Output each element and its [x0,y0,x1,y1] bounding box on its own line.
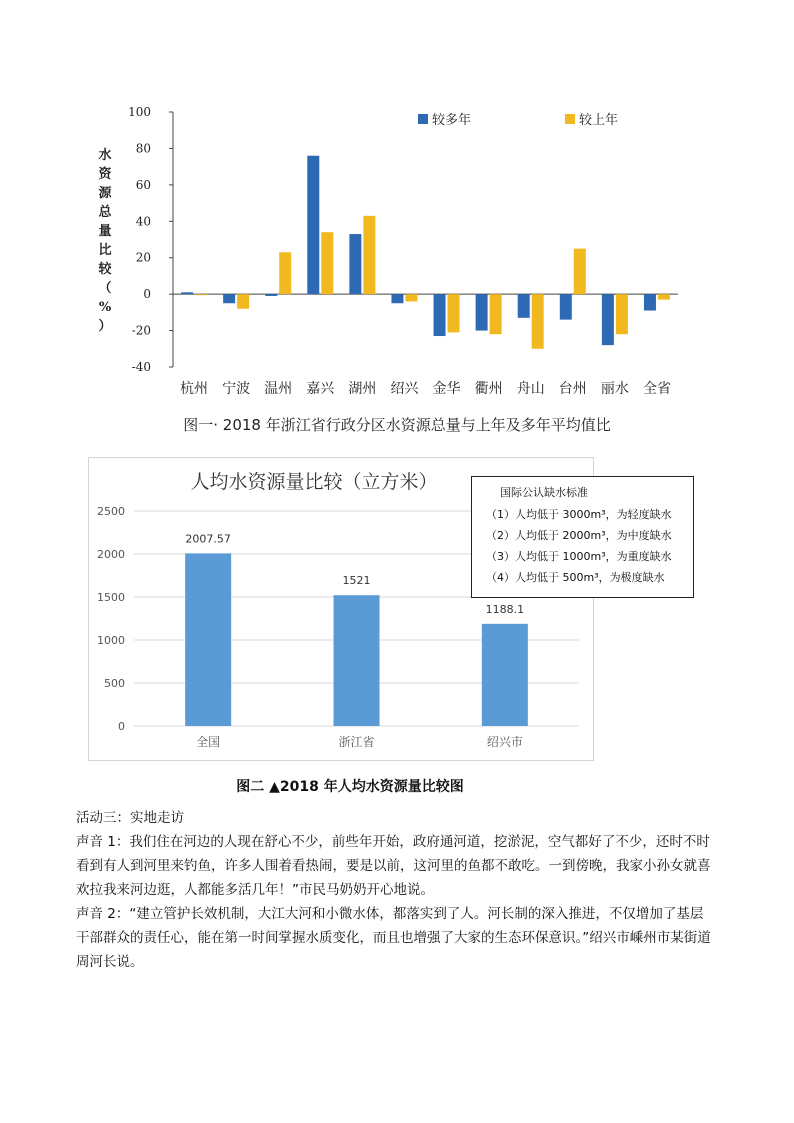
y-tick-label: 0 [118,720,125,733]
water-shortage-standard-box [471,476,694,598]
activity-heading: 活动三：实地走访 [76,810,184,826]
bar [334,595,380,726]
y-tick-label: 20 [135,250,151,265]
bar [574,249,586,295]
bar [560,294,572,320]
y-tick-label: -20 [131,323,151,338]
x-tick-label: 舟山 [516,381,545,397]
bar [644,294,656,310]
bar [391,294,403,303]
standard-line: （1）人均低于 3000m³，为轻度缺水 [486,508,672,521]
x-tick-label: 宁波 [222,381,251,397]
legend-swatch [418,114,428,124]
bar [223,294,235,303]
interview-text [76,806,716,974]
x-tick-label: 台州 [558,381,587,397]
bar [185,553,231,726]
y-tick-label: 80 [135,141,151,156]
y-tick-label: 2500 [97,505,125,518]
voice2-paragraph: 声音 2：“建立管护长效机制，大江大河和小微水体，都落实到了人。河长制的深入推进，不仅增加了基层干部群众的责任心，能在第一时间掌握水质变化，而且也增强了大家的生态环保意识。”绍兴市嵊州市某街道周河长说。 [76,906,711,970]
bar [448,294,460,332]
y-tick-label: 40 [135,214,151,229]
data-label: 1521 [342,574,371,588]
x-tick-label: 温州 [264,381,293,397]
bar [616,294,628,334]
y-tick-label: 60 [135,177,151,192]
x-tick-label: 衢州 [474,381,503,397]
y-tick-label: 1000 [97,634,125,647]
bar [279,252,291,294]
bar [405,294,417,301]
y-tick-label: 2000 [97,548,125,561]
x-tick-label: 绍兴 [390,381,419,397]
bar [363,216,375,294]
voice1-paragraph: 声音 1：我们住在河边的人现在舒心不少，前些年开始，政府通河道，挖淤泥，空气都好了不少，还时不时看到有人到河里来钓鱼，许多人围着看热闹，要是以前，这河里的鱼都不敢吃。一到傍晚，我家小孙女就喜欢拉我来河边逛，人都能多活几年！”市民马奶奶开心地说。 [76,834,711,898]
x-tick-label: 杭州 [180,381,209,397]
bar [482,624,528,726]
bar [476,294,488,330]
chart-title: 人均水资源量比较（立方米） [190,471,438,493]
bar [532,294,544,349]
x-tick-label: 绍兴市 [486,735,523,749]
x-tick-label: 丽水 [600,381,629,397]
standard-line: （3）人均低于 1000m³，为重度缺水 [486,550,672,563]
x-tick-label: 全省 [642,381,671,397]
figure1-caption: 图一· 2018 年浙江省行政分区水资源总量与上年及多年平均值比 [183,416,611,434]
bar [518,294,530,318]
bar [195,294,207,295]
bar [181,292,193,294]
y-tick-label: 500 [104,677,125,690]
y-tick-label: 0 [143,287,151,302]
bar [321,232,333,294]
bar [658,294,670,299]
y-axis-label: 水资源总量比较（%） [98,148,112,334]
x-tick-label: 湖州 [348,381,377,397]
bar [490,294,502,334]
standard-box-title: 国际公认缺水标准 [500,486,588,499]
regional-water-comparison-chart [80,95,700,405]
data-label: 1188.1 [485,602,525,616]
standard-line: （4）人均低于 500m³，为极度缺水 [486,571,665,584]
figure2-caption: 图二 ▲2018 年人均水资源量比较图 [236,779,464,795]
y-tick-label: 100 [128,105,151,119]
x-tick-label: 金华 [432,381,461,397]
bar [602,294,614,345]
legend-swatch [565,114,575,124]
bar [349,234,361,294]
y-tick-label: 1500 [97,591,125,604]
x-tick-label: 嘉兴 [306,381,335,397]
x-tick-label: 浙江省 [338,735,375,749]
standard-line: （2）人均低于 2000m³，为中度缺水 [486,529,672,542]
legend-label: 较多年 [432,113,472,128]
bar [237,294,249,309]
x-tick-label: 全国 [196,735,221,749]
bar [307,156,319,294]
bar [434,294,446,336]
bar [265,294,277,296]
legend-label: 较上年 [579,113,619,128]
y-tick-label: -40 [131,360,151,374]
data-label: 2007.57 [185,532,231,546]
